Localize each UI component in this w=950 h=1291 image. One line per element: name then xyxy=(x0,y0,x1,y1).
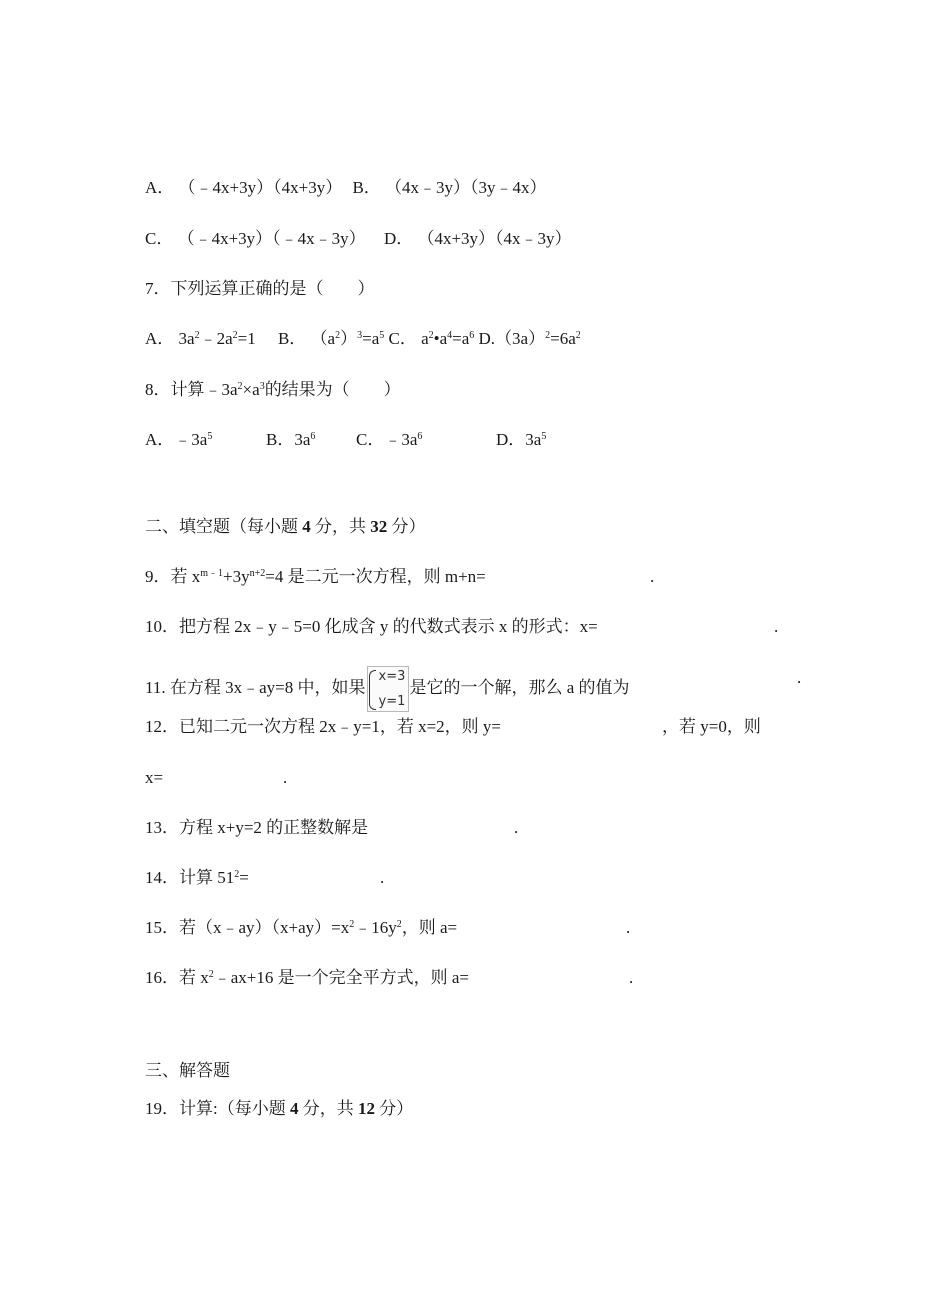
q6-option-c-text: （﹣4x+3y）（﹣4x﹣3y） xyxy=(177,229,366,248)
q19: 19．计算:（每小题 4 分，共 12 分） xyxy=(145,1099,414,1118)
q12-text-3: x= xyxy=(145,768,164,787)
q7-option-b-text: $(a^2)^3=a^5$ xyxy=(310,329,385,348)
q7-options xyxy=(145,327,581,351)
q7-option-c-label: C． xyxy=(388,329,417,348)
q15-text: 15．若$(x﹣ay)(x+ay)=x^2﹣16y^2$，则 a= xyxy=(145,918,458,937)
q13-text: 13．方程 x+y=2 的正整数解是 xyxy=(145,818,369,837)
q6-options-cd xyxy=(145,227,572,251)
q11-end-period: . xyxy=(797,668,802,687)
q7-stem xyxy=(145,277,375,301)
q7-option-d-label: D. xyxy=(478,329,496,348)
q7-option-b-label: B． xyxy=(277,329,307,348)
q16-end-period: . xyxy=(629,968,634,987)
q12-text-2: ，若 y=0，则 xyxy=(662,717,761,736)
q13-end-period: . xyxy=(514,818,519,837)
q8-option-b: B．$3a^6$ xyxy=(266,430,316,449)
q7-option-a-label: A． xyxy=(145,329,175,348)
q8-option-a: A．$﹣3a^5$ xyxy=(145,430,213,449)
q7-stem-text: 7．下列运算正确的是（ ） xyxy=(145,279,375,298)
q16-text: 16．若 $x^2﹣ax+16$ 是一个完全平方式，则 a= xyxy=(145,968,470,987)
q15-end-period: . xyxy=(626,918,631,937)
q6-option-a-text: （﹣4x+3y）（4x+3y） xyxy=(178,178,343,197)
q14-end-period: . xyxy=(380,868,385,887)
q11 xyxy=(0,653,950,709)
q8-option-d: D．$3a^5$ xyxy=(496,430,547,449)
q7-option-c-text: $a^2•a^4=a^6$ xyxy=(421,329,475,348)
left-brace-icon xyxy=(369,670,376,710)
q9-end-period: . xyxy=(650,567,655,586)
q6-option-d-label: D． xyxy=(383,229,414,248)
q6-option-a-label: A． xyxy=(145,178,175,197)
q7-option-a-text: $3a^2﹣2a^2=1$ xyxy=(178,329,256,348)
equation-system-image: x=3 y=1 xyxy=(367,666,409,712)
q6-option-b-text: （4x﹣3y）（3y﹣4x） xyxy=(385,178,547,197)
q14-text: 14．计算 $51^2=$ xyxy=(145,868,249,887)
q12-text-1: 12．已知二元一次方程 2x﹣y=1，若 x=2，则 y= xyxy=(145,717,502,736)
q7-option-d-text: $(3a)^2=6a^2$ xyxy=(495,329,581,348)
q6-option-d-text: （4x+3y）（4x﹣3y） xyxy=(417,229,572,248)
q10-text: 10．把方程 2x﹣y﹣5=0 化成含 y 的代数式表示 x 的形式：x= xyxy=(145,617,598,636)
q8-option-c: C．$﹣3a^6$ xyxy=(356,430,423,449)
section-3-heading: 三、解答题 xyxy=(145,1061,230,1080)
q8-stem: 8．计算$﹣3a^2\times a^3$的结果为（ ） xyxy=(145,380,401,399)
q11-text: 11. 在方程 3x﹣ay=8 中，如果 x=3 y=1 是它的一个解，那么 a 的值为 xyxy=(145,666,630,712)
q6-option-b-label: B． xyxy=(352,178,381,197)
section-2-heading: 二、填空题（每小题 4 分，共 32 分） xyxy=(145,517,426,536)
q6-options-ab xyxy=(145,176,547,200)
q6-option-c-label: C． xyxy=(145,229,174,248)
q12-end-period: . xyxy=(283,768,288,787)
q10-end-period: . xyxy=(774,617,779,636)
q9-text: 9．若 $x^{m﹣1}+3y^{n+2}=4$ 是二元一次方程，则 m+n= xyxy=(145,567,486,586)
